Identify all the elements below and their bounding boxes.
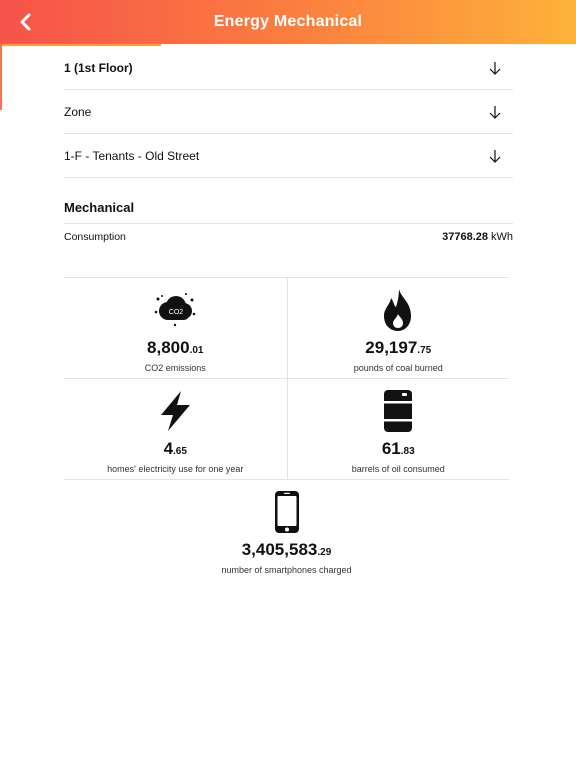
smartphone-value: [242, 541, 332, 562]
co2-caption: CO2 emissions: [144, 363, 206, 373]
oil-barrel-icon: [374, 387, 422, 435]
smartphone-icon: [263, 488, 311, 536]
equivalents-row: [64, 379, 509, 480]
oil-value: [382, 440, 415, 461]
meter-dropdown-label: 1-F - Tenants - Old Street: [64, 148, 200, 163]
consumption-value-group: [442, 231, 513, 243]
co2-metric: [64, 278, 287, 378]
coal-metric: [287, 278, 510, 378]
flame-icon: [374, 286, 422, 334]
co2-value-whole: 8,800: [147, 338, 190, 357]
page-title: Energy Mechanical: [213, 13, 363, 30]
consumption-row: [64, 226, 513, 248]
zone-dropdown[interactable]: [64, 90, 513, 134]
co2-value-decimal: .01: [189, 345, 204, 356]
equivalents-grid: [64, 277, 509, 480]
equivalents-row: [64, 278, 509, 379]
smartphone-metric: [64, 488, 509, 575]
coal-value: [365, 339, 431, 360]
coal-caption: pounds of coal burned: [353, 363, 443, 373]
homes-metric: [64, 379, 287, 479]
homes-value-whole: 4: [163, 439, 174, 458]
arrow-down-icon: [487, 104, 503, 120]
floor-dropdown[interactable]: [64, 46, 513, 90]
oil-metric: [287, 379, 510, 479]
arrow-down-icon: [487, 148, 503, 164]
consumption-unit: kWh: [491, 231, 513, 243]
chevron-left-icon: [19, 13, 33, 31]
floor-dropdown-label: 1 (1st Floor): [64, 60, 133, 75]
homes-value: [164, 440, 187, 461]
back-button[interactable]: [12, 8, 40, 36]
meter-dropdown[interactable]: [64, 134, 513, 178]
arrow-down-icon: [487, 60, 503, 76]
coal-value-decimal: .75: [417, 345, 432, 356]
co2-cloud-icon: [151, 286, 199, 334]
homes-caption: homes' electricity use for one year: [107, 464, 244, 474]
oil-value-decimal: .83: [400, 446, 415, 457]
smartphone-caption: number of smartphones charged: [221, 565, 352, 575]
section-title: Mechanical: [64, 192, 513, 224]
coal-value-whole: 29,197: [365, 338, 418, 357]
co2-value: [147, 339, 203, 360]
smartphone-value-decimal: .29: [317, 547, 332, 558]
oil-value-whole: 61: [381, 439, 401, 458]
consumption-value: 37768.28: [442, 231, 488, 243]
oil-caption: barrels of oil consumed: [351, 464, 445, 474]
lightning-bolt-icon: [151, 387, 199, 435]
edge-accent: [0, 44, 2, 110]
homes-value-decimal: .65: [173, 446, 187, 457]
app-header: [0, 0, 576, 44]
consumption-label: Consumption: [64, 231, 126, 243]
zone-dropdown-label: Zone: [64, 104, 92, 119]
svg-text:CO2: CO2: [169, 309, 184, 316]
smartphone-value-whole: 3,405,583: [241, 540, 318, 559]
